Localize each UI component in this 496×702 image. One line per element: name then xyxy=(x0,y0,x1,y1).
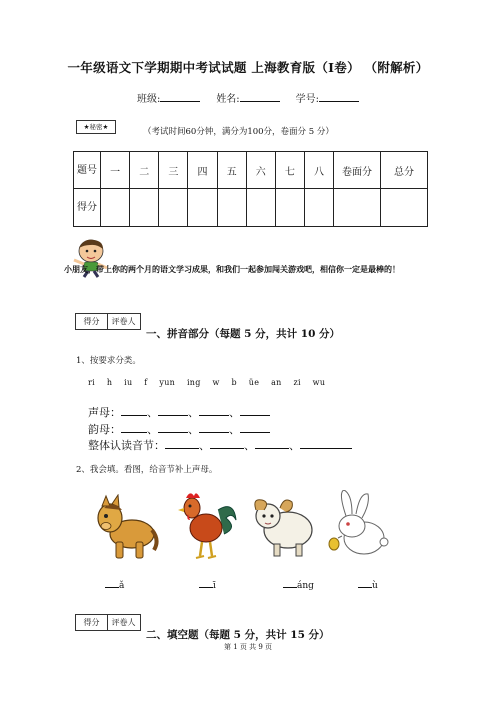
answer-horse: ǎ xyxy=(105,578,124,591)
scorer-box-2 xyxy=(75,614,141,631)
score-cell[interactable] xyxy=(246,189,275,227)
yunmu-label: 韵母： xyxy=(88,423,121,436)
zhengti-row: 整体认读音节： 、 、 、 xyxy=(88,434,352,453)
name-blank xyxy=(240,91,280,102)
col-header: 四 xyxy=(188,152,217,189)
answer-blank[interactable] xyxy=(165,439,199,449)
col-header: 二 xyxy=(130,152,159,189)
horse-image xyxy=(92,494,160,564)
time-note: （考试时间60分钟，满分为100分，卷面分 5 分） xyxy=(143,127,334,137)
col-header: 一 xyxy=(101,152,130,189)
rooster-image xyxy=(178,490,240,562)
answer-blank[interactable] xyxy=(240,406,270,416)
name-label: 姓名: xyxy=(216,94,240,105)
row-label-tihao: 题号 xyxy=(74,152,101,189)
answer-blank[interactable] xyxy=(199,578,213,588)
pinyin-list: ri h iu f yun ing w b üe an zi wu xyxy=(88,378,326,387)
page-footer: 第 1 页 共 9 页 xyxy=(223,643,273,651)
zhengti-label: 整体认读音节： xyxy=(88,439,165,452)
class-label: 班级: xyxy=(137,94,161,105)
id-label: 学号: xyxy=(295,94,319,105)
answer-blank[interactable] xyxy=(105,578,119,588)
grader-label: 评卷人 xyxy=(107,615,139,630)
col-header: 五 xyxy=(217,152,246,189)
scorer-box xyxy=(75,313,141,330)
answer-blank[interactable] xyxy=(158,406,188,416)
answer-blank[interactable] xyxy=(199,423,229,433)
col-header: 卷面分 xyxy=(334,152,381,189)
id-blank xyxy=(319,91,359,102)
answer-blank[interactable] xyxy=(158,423,188,433)
score-cell[interactable] xyxy=(381,189,428,227)
score-table xyxy=(73,151,428,227)
question-2: 2、我会填。看图，给音节补上声母。 xyxy=(76,465,218,475)
answer-rooster: ī xyxy=(199,578,216,591)
col-header: 六 xyxy=(246,152,275,189)
sheep-image xyxy=(250,492,316,560)
answer-blank[interactable] xyxy=(300,439,352,449)
yunmu-row: 韵母： 、 、 、 xyxy=(88,418,270,437)
secret-stamp: ★秘密★ xyxy=(76,120,116,134)
score-cell[interactable] xyxy=(275,189,304,227)
student-info xyxy=(0,90,496,105)
col-header: 总分 xyxy=(381,152,428,189)
rabbit-image xyxy=(324,490,390,560)
answer-blank[interactable] xyxy=(121,406,147,416)
page-title: 一年级语文下学期期中考试试题 上海教育版（I卷） （附解析） xyxy=(67,60,429,75)
score-table-header-row xyxy=(74,152,428,189)
score-cell[interactable] xyxy=(334,189,381,227)
class-blank xyxy=(160,91,200,102)
answer-sheep: áng xyxy=(283,578,314,591)
intro-text: 小朋友，带上你的两个月的语文学习成果，和我们一起参加闯关游戏吧，相信你一定是最棒的！ xyxy=(64,264,400,274)
score-label: 得分 xyxy=(83,618,100,627)
score-cell[interactable] xyxy=(101,189,130,227)
answer-blank[interactable] xyxy=(210,439,244,449)
section2-title: 二、填空题（每题 5 分，共计 15 分） xyxy=(146,629,330,641)
answer-blank[interactable] xyxy=(199,406,229,416)
col-header: 三 xyxy=(159,152,188,189)
shengmu-row: 声母： 、 、 、 xyxy=(88,401,270,420)
score-table-score-row xyxy=(74,189,428,227)
score-label: 得分 xyxy=(83,317,100,326)
answer-blank[interactable] xyxy=(283,578,297,588)
col-header: 八 xyxy=(304,152,333,189)
score-cell[interactable] xyxy=(159,189,188,227)
answer-blank[interactable] xyxy=(121,423,147,433)
row-label-defen: 得分 xyxy=(74,189,101,227)
col-header: 七 xyxy=(275,152,304,189)
answer-blank[interactable] xyxy=(240,423,270,433)
question-1: 1、按要求分类。 xyxy=(76,356,141,366)
shengmu-label: 声母： xyxy=(88,406,121,419)
score-cell[interactable] xyxy=(217,189,246,227)
section1-title: 一、拼音部分（每题 5 分，共计 10 分） xyxy=(146,328,341,340)
answer-blank[interactable] xyxy=(358,578,372,588)
answer-rabbit: ù xyxy=(358,578,378,591)
answer-blank[interactable] xyxy=(255,439,289,449)
score-cell[interactable] xyxy=(188,189,217,227)
score-cell[interactable] xyxy=(304,189,333,227)
score-cell[interactable] xyxy=(130,189,159,227)
grader-label: 评卷人 xyxy=(107,314,139,329)
